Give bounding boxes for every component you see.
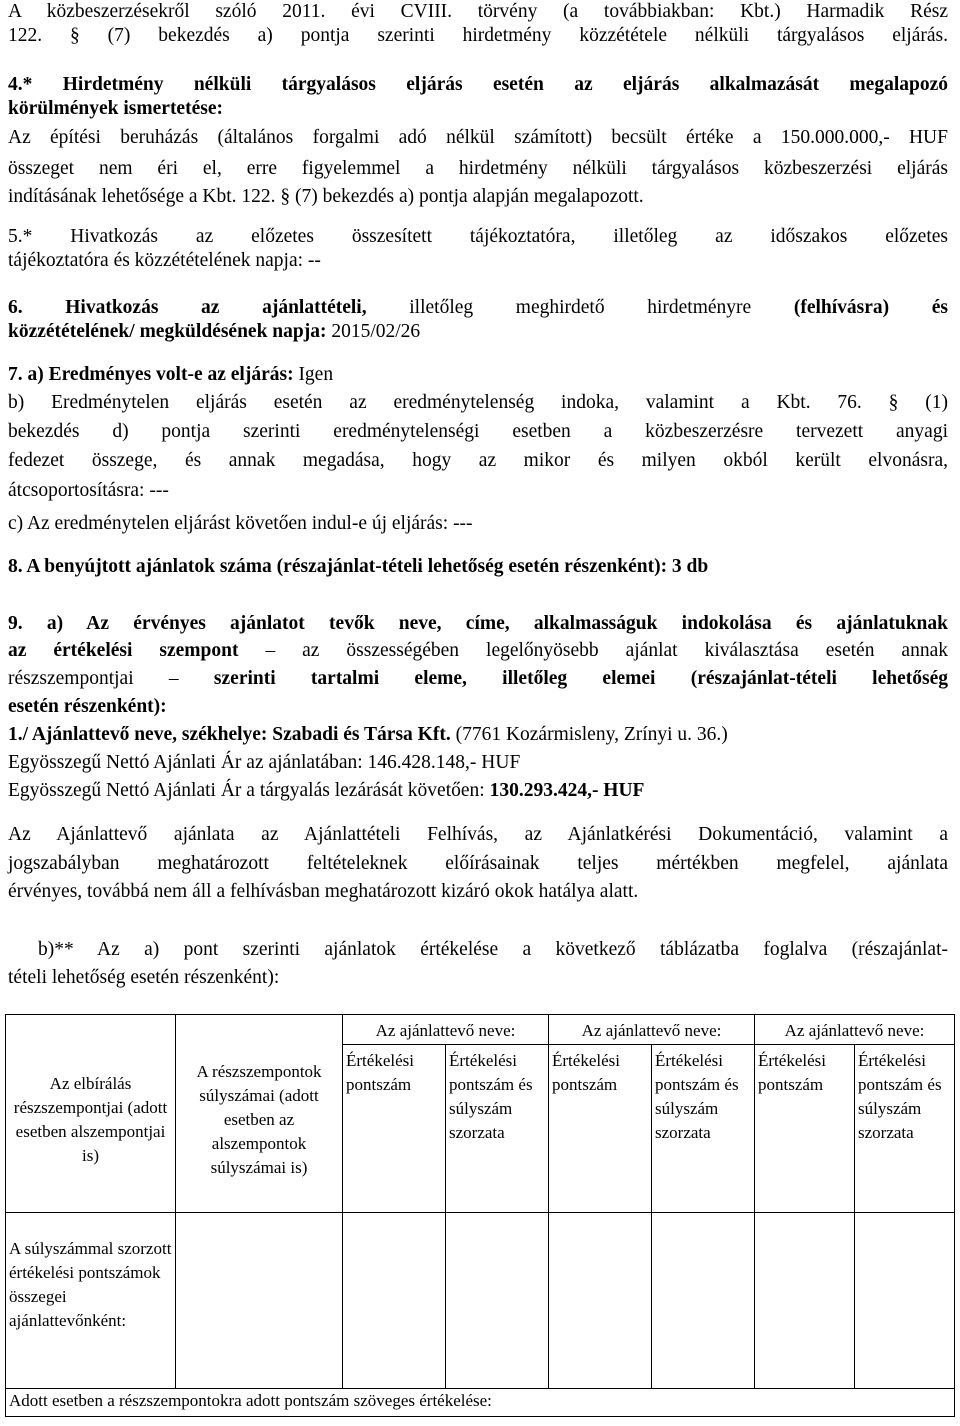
table-footer-row xyxy=(6,1389,955,1417)
section-9-criterion-desc: – az összességében legelőnyösebb ajánlat kiválasztása esetén annak xyxy=(265,640,948,661)
sum-cell xyxy=(343,1213,446,1389)
table-sum-row xyxy=(6,1213,955,1389)
section-9b-line-1: b)** Az a) pont szerinti ajánlatok értékelése a következő táblázatba foglalva (részajánlat- xyxy=(38,939,948,960)
section-6-line-1 xyxy=(8,296,948,320)
section-7a-value: Igen xyxy=(298,364,334,385)
table-header-row-1 xyxy=(6,1015,955,1045)
sum-weight-cell xyxy=(176,1213,343,1389)
bidder-2-score-header: Értékelési pontszám xyxy=(549,1045,652,1213)
validity-line-2: jogszabályban meghatározott feltételeknek előírásainak teljes mértékben megfelel, ajánlata xyxy=(8,853,948,874)
section-9-line-1: 9. a) Az érvényes ajánlatot tevők neve, címe, alkalmasságuk indokolása és ajánlatuknak xyxy=(8,613,948,634)
validity-line-1: Az Ajánlattevő ajánlata az Ajánlattételi Felhívás, az Ajánlatkérési Dokumentáció, valamint a xyxy=(8,824,948,845)
section-7b-line-1: b) Eredménytelen eljárás esetén az eredménytelenség indoka, valamint a Kbt. 76. § (1) xyxy=(8,392,948,413)
section-6-ref-end: (felhívásra) és xyxy=(793,297,949,318)
section-7a xyxy=(8,363,333,387)
bidder-1-weighted-header: Értékelési pontszám és súlyszám szorzata xyxy=(446,1045,549,1213)
section-4-title: 4.* Hirdetmény nélküli tárgyalásos eljárás esetén az eljárás alkalmazását megalapozó xyxy=(8,74,948,95)
section-7a-label: 7. a) Eredményes volt-e az eljárás: xyxy=(8,364,294,385)
section-7c: c) Az eredménytelen eljárást követően indul-e új eljárás: --- xyxy=(8,513,473,534)
sum-cell xyxy=(652,1213,755,1389)
bidder-1-score-header: Értékelési pontszám xyxy=(343,1045,446,1213)
section-6-date-label: közzétételének/ megküldésének napja: xyxy=(8,321,327,342)
bidder-address: (7761 Kozármisleny, Zrínyi u. 36.) xyxy=(455,724,728,745)
section-4-body-1: Az építési beruházás (általános forgalmi adó nélkül számított) becsült értéke a 150.000.000,- HUF xyxy=(8,127,948,148)
price-offer: Egyösszegű Nettó Ajánlati Ár az ajánlatában: 146.428.148,- HUF xyxy=(8,752,521,773)
price-final-label: Egyösszegű Nettó Ajánlati Ár a tárgyalás lezárását követően: xyxy=(8,780,485,801)
section-9-line-3 xyxy=(8,667,948,691)
section-6-line-2 xyxy=(8,320,420,344)
bidder-3-score-header: Értékelési pontszám xyxy=(755,1045,855,1213)
section-6-date: 2015/02/26 xyxy=(331,321,421,342)
evaluation-table xyxy=(5,1014,955,1417)
price-final-line xyxy=(8,779,644,803)
weight-header: A részszempontok súlyszámai (adott esetben az alszempontok súlyszámai is) xyxy=(176,1015,343,1213)
bidder-2-header: Az ajánlattevő neve: xyxy=(549,1015,755,1045)
bidder-1-header: Az ajánlattevő neve: xyxy=(343,1015,549,1045)
section-5-line-1: 5.* Hivatkozás az előzetes összesített tájékoztatóra, illetőleg az időszakos előzetes xyxy=(8,226,948,247)
sum-cell xyxy=(755,1213,855,1389)
section-7b-line-2: bekezdés d) pontja szerinti eredménytelenségi esetben a közbeszerzésre tervezett anyagi xyxy=(8,421,948,442)
bidder-3-weighted-header: Értékelési pontszám és súlyszám szorzata xyxy=(855,1045,955,1213)
section-9-subcriteria: részszempontjai – xyxy=(8,668,179,689)
bidder-3-header: Az ajánlattevő neve: xyxy=(755,1015,955,1045)
section-7b-line-4: átcsoportosításra: --- xyxy=(8,480,169,501)
section-9b-line-2: tételi lehetőség esetén részenként): xyxy=(8,967,280,988)
header-line-2: 122. § (7) bekezdés a) pontja szerinti hirdetmény közzététele nélküli tárgyalásos eljárás. xyxy=(8,25,948,46)
validity-line-3: érvényes, továbbá nem áll a felhívásban meghatározott kizáró okok hatálya alatt. xyxy=(8,881,639,902)
bidder-name: 1./ Ajánlattevő neve, székhelye: Szabadi és Társa Kft. xyxy=(8,724,451,745)
section-9-criterion: az értékelési szempont xyxy=(8,640,239,661)
criteria-header: Az elbírálás részszempontjai (adott esetben alszempontjai is) xyxy=(6,1015,176,1213)
bidder-line xyxy=(8,723,728,747)
price-final-value: 130.293.424,- HUF xyxy=(489,780,645,801)
section-4-body-2: összeget nem éri el, erre figyelemmel a hirdetmény nélküli tárgyalásos közbeszerzési eljárás xyxy=(8,158,948,179)
section-4-title-cont: körülmények ismertetése: xyxy=(8,98,223,119)
section-9-line-2 xyxy=(8,639,948,663)
bidder-2-weighted-header: Értékelési pontszám és súlyszám szorzata xyxy=(652,1045,755,1213)
sum-cell xyxy=(549,1213,652,1389)
section-9-line-4: esetén részenként): xyxy=(8,696,167,717)
section-4-body-3: indításának lehetősége a Kbt. 122. § (7) bekezdés a) pontja alapján megalapozott. xyxy=(8,186,644,207)
sum-label: A súlyszámmal szorzott értékelési pontszámok összegei ajánlattevőnként: xyxy=(6,1213,176,1389)
textual-evaluation-label: Adott esetben a részszempontokra adott pontszám szöveges értékelése: xyxy=(6,1389,955,1417)
section-6-ref-mid: illetőleg meghirdető hirdetményre xyxy=(409,297,752,318)
section-8: 8. A benyújtott ajánlatok száma (részajánlat-tételi lehetőség esetén részenként): 3 db xyxy=(8,556,709,577)
sum-cell xyxy=(446,1213,549,1389)
section-7b-line-3: fedezet összege, és annak megadása, hogy az mikor és milyen okból került elvonásra, xyxy=(8,450,948,471)
sum-cell xyxy=(855,1213,955,1389)
header-line-1: A közbeszerzésekről szóló 2011. évi CVIII. törvény (a továbbiakban: Kbt.) Harmadik Rész xyxy=(8,1,948,22)
section-5-line-2: tájékoztatóra és közzétételének napja: -- xyxy=(8,250,321,271)
section-6-ref: 6. Hivatkozás az ajánlattételi, xyxy=(8,297,367,318)
section-9-content: szerinti tartalmi eleme, illetőleg elemei (részajánlat-tételi lehetőség xyxy=(213,668,948,689)
